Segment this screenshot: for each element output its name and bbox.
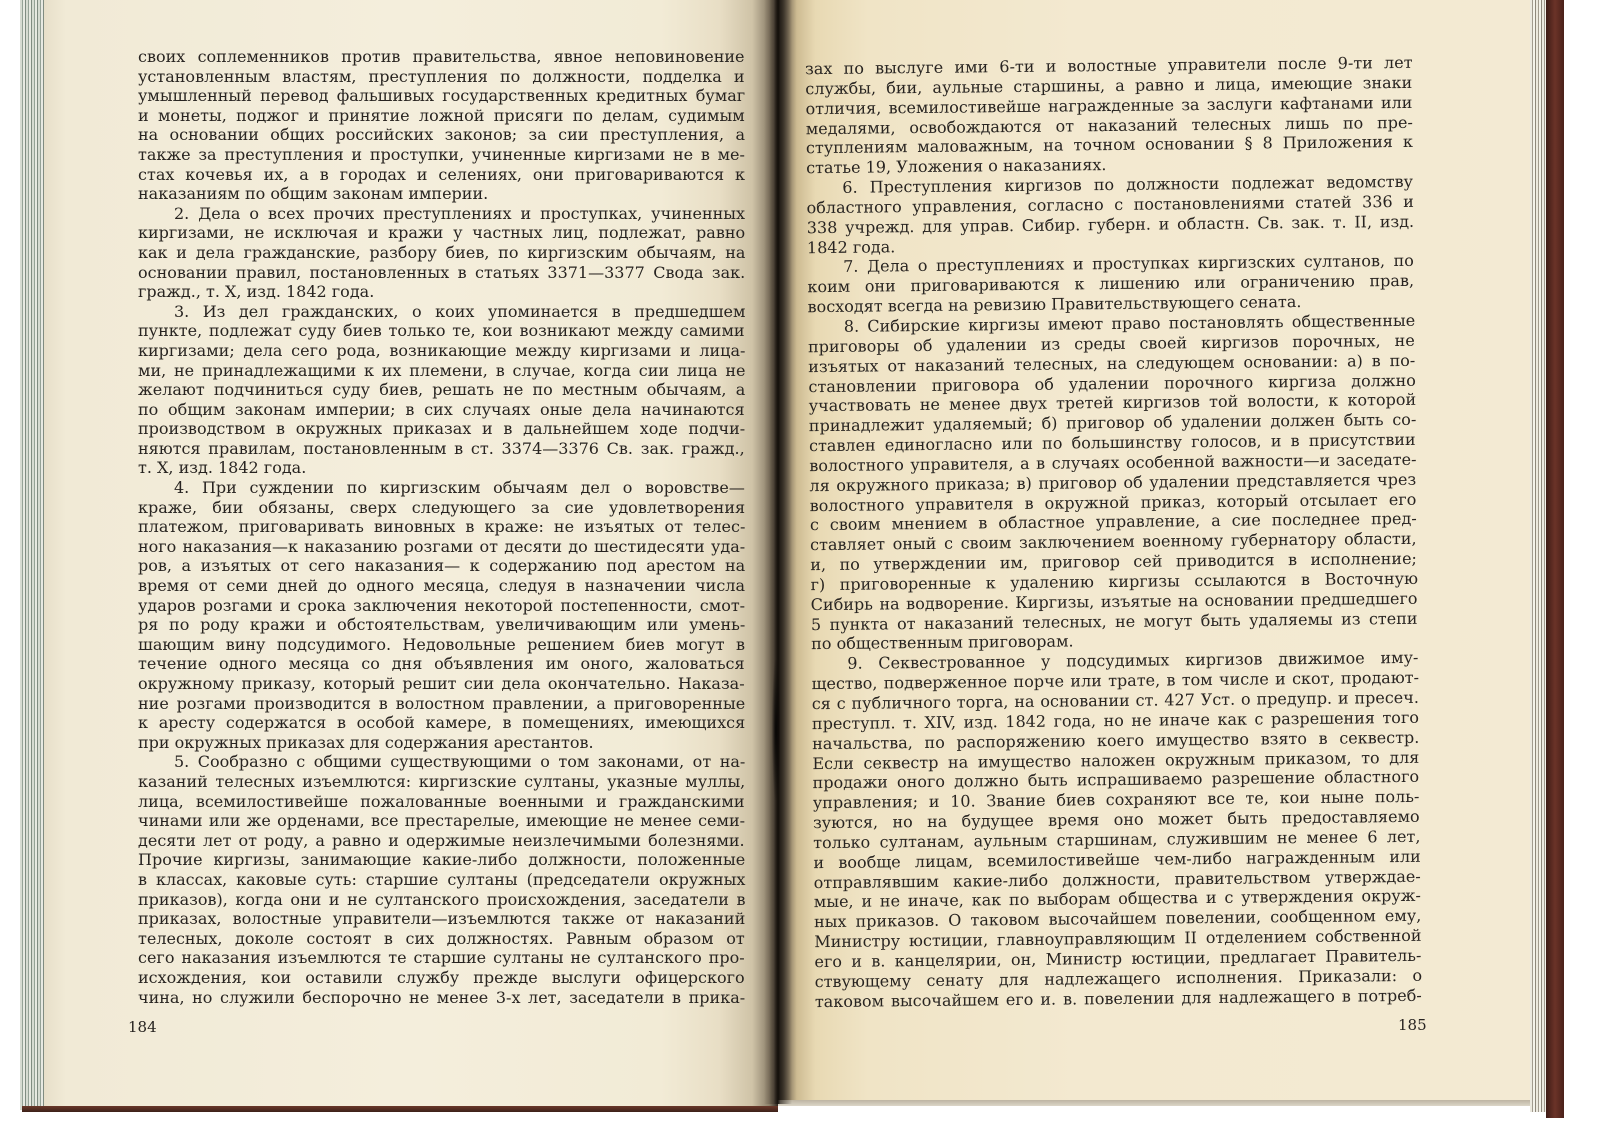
- text-line: чина, но служили беспорочно не менее 3-х лет, заседатели в прика-: [138, 987, 746, 1007]
- text-line: Сибирь на водворение. Киргизы, изъятые на основании предшедшего: [810, 588, 1418, 614]
- text-line: гражд., т. X, изд. 1842 года.: [138, 282, 375, 302]
- text-line: няются правилам, постановленным в ст. 3374—3376 Св. зак. гражд.,: [138, 438, 745, 458]
- text-line: ля окружного приказа; в) приговор об удалении представляется чрез: [809, 469, 1417, 495]
- text-line: десяти лет от роду, а равно и одержимые неизлечимыми болезнями.: [138, 830, 745, 850]
- text-line: приказов), когда они и не султанского происхождения, заседатели в: [138, 889, 746, 909]
- text-line: ставляет оный с своим заключением военному губернатору области,: [810, 529, 1417, 555]
- text-line: коим они приговариваются к лишению или ограничению прав,: [807, 271, 1415, 297]
- text-line: ставлен единогласно или по большинству голосов, и в присутствии: [808, 429, 1416, 456]
- text-line: г) приговоренные к удалению киргизы ссылаются в Восточную: [810, 568, 1419, 595]
- text-line: восходят всегда на ревизию Правительствующего сената.: [807, 292, 1302, 317]
- text-line: волостного управителя в окружной приказ, который отсылает его: [809, 489, 1417, 515]
- text-line: статье 19, Уложения о наказаниях.: [806, 155, 1107, 178]
- paragraph: [138, 47, 745, 204]
- text-line: 5 пункта от наказаний телесных, не могут быть удаляемы из степи: [810, 608, 1418, 634]
- text-line: отправлявшим какие-либо должности, правительством утверждае-: [813, 866, 1421, 892]
- text-line: изъятых от наказаний телесных, на следующем основании: а) в по-: [808, 350, 1416, 376]
- text-line: принадлежит удаляемый; б) приговор об удалении должен быть со-: [808, 410, 1417, 436]
- text-line: и вообще лицам, всемилостивейше чем-либо награжденным или: [813, 846, 1421, 872]
- text-line: участвовать не менее двух третей киргизов той волости, к которой: [808, 390, 1417, 416]
- text-line: преступл. т. XIV, изд. 1842 года, но не иначе как с разрешения того: [811, 707, 1420, 734]
- text-line: 9. Секвестрованное у подсудимых киргизов движимое иму-: [847, 648, 1419, 674]
- text-line: по общественным приговорам.: [811, 631, 1074, 654]
- text-line: умышленный перевод фальшивых государственных кредитных бумаг: [138, 86, 746, 106]
- text-line: окружному приказу, который решит сии дела окончательно. Наказа-: [138, 674, 745, 693]
- text-line: волостного управителя, а в случаях особенной важности—и заседате-: [809, 449, 1417, 476]
- paragraph: [138, 752, 745, 1007]
- text-line: течение одного месяца со дня объявления им оного, жаловаться: [138, 654, 745, 674]
- text-line: ступлениям маловажным, на точном основании § 8 Приложения к: [805, 132, 1414, 158]
- cover-edge-right: [1546, 0, 1564, 1118]
- text-line: сего наказания изъемлются те старшие султаны не султанского про-: [138, 948, 745, 968]
- text-line: управления; и 10. Звание биев сохраняют все те, кои ныне поль-: [812, 787, 1420, 813]
- text-line: начальства, по распоряжению коего имущество взято в секвестр.: [812, 727, 1420, 753]
- gutter-shadow: [764, 0, 792, 1104]
- text-line: телесных, доколе состоят в сих должностях. Равным образом от: [138, 928, 745, 948]
- text-line: 8. Сибирские киргизы имеют право постановлять общественные: [843, 310, 1416, 336]
- paragraph: [806, 172, 1414, 258]
- text-line: зуются, но на будущее время оно может быть предоставляемо: [812, 806, 1420, 833]
- text-line: ми, не принадлежащими к их племени, в случае, когда сии лица не: [138, 360, 746, 380]
- text-line: при окружных приказах для содержания арестантов.: [138, 732, 594, 752]
- text-line: Министру юстиции, главноуправляющим II отделением собственной: [814, 925, 1422, 952]
- text-line: становлении приговора об удалении порочного киргиза должно: [808, 370, 1416, 396]
- text-line: 338 учрежд. для управ. Сибир. губерн. и областн. Св. зак. т. II, изд.: [806, 211, 1415, 237]
- text-line: областного управления, согласно с постановлениями статей 336 и: [806, 191, 1414, 218]
- text-line: наказаниям по общим законам империи.: [138, 184, 489, 204]
- text-line: стах кочевья их, а в городах и селениях, они приговариваются к: [138, 164, 745, 184]
- text-line: зах по выслуге ими 6-ти и волостные управители после 9-ти лет: [805, 52, 1413, 79]
- text-line: таковом высочайшем его и. в. повелении для надлежащего в потреб-: [814, 985, 1422, 1011]
- cover-edge-bottom: [22, 1106, 778, 1112]
- paragraph: [805, 53, 1413, 178]
- text-line: ров, а изъятых от сего наказания— к содержанию под арестом на: [138, 556, 746, 576]
- text-line: шающим вину подсудимого. Недовольные решением биев могут в: [138, 634, 746, 654]
- text-line: с своим мнением в областное управление, а сие последнее пред-: [809, 509, 1417, 535]
- gutter-shadow-core: [772, 660, 780, 800]
- text-block-right: [805, 53, 1422, 1012]
- text-line: к аресту содержатся в особой камере, в помещениях, имеющихся: [138, 713, 746, 733]
- paragraph: [138, 478, 745, 752]
- page-number: 185: [1398, 1016, 1427, 1034]
- text-line: платежом, приговаривать виновных в краже: не изъятых от телес-: [138, 517, 746, 537]
- text-line: ствующему сенату для надлежащего исполнения. Приказали: о: [814, 965, 1423, 991]
- text-line: исхождения, кои оставили службу прежде выслуги офицерского: [138, 967, 745, 987]
- text-line: отличия, всемилостивейше награжденные за заслуги кафтанами или: [805, 92, 1413, 118]
- text-line: также за преступления и проступки, учиненные киргизами не в ме-: [138, 144, 745, 164]
- text-line: казаний телесных изъемлются: киргизские султаны, указные муллы,: [138, 771, 746, 791]
- paragraph: [808, 311, 1418, 655]
- text-line: как и дела гражданские, разбору биев, по киргизским обычаям, на: [138, 242, 746, 262]
- text-line: желают подчиниться суду биев, решать не по местным обычаям, а: [138, 380, 746, 400]
- page-edges-right: [1530, 0, 1546, 1112]
- text-line: основании правил, постановленных в статьях 3371—3377 Свода зак.: [138, 262, 746, 282]
- text-line: 7. Дела о преступлениях и проступках киргизских султанов, по: [843, 251, 1414, 277]
- text-line: пункте, подлежат суду биев только те, кои возникают между самими: [138, 321, 745, 341]
- text-line: лица, всемилостивейше пожалованные военными и гражданскими: [138, 791, 745, 811]
- text-line: ных приказов. О таковом высочайшем повелении, сообщенном ему,: [813, 906, 1422, 932]
- text-line: краже, бии обязаны, сверх следующего за сие удовлетворения: [138, 497, 746, 517]
- text-line: ного наказания—к наказанию розгами от десяти до шестидесяти уда-: [138, 536, 746, 556]
- text-line: по общим законам империи; в сих случаях оные дела начинаются: [138, 399, 745, 419]
- text-line: установленным властям, преступления по должности, подделка и: [138, 66, 745, 86]
- text-line: продажи оного должно быть испрашиваемо разрешение областного: [812, 767, 1420, 793]
- text-line: время от семи дней до одного месяца, следуя в назначении числа: [138, 576, 745, 596]
- text-line: медалями, освобождаются от наказаний телесных лишь по пре-: [805, 112, 1413, 138]
- paragraph: [811, 648, 1422, 1012]
- text-line: 5. Сообразно с общими существующими о том законами, от на-: [174, 752, 746, 772]
- text-line: в классах, каковые суть: старшие султаны (председатели окружных: [138, 869, 746, 889]
- text-line: чинами или же орденами, все престарелые, имеющие не менее семи-: [138, 811, 746, 831]
- text-line: ся с публичного торга, на основании ст. 427 Уст. о предупр. и пресеч.: [811, 687, 1419, 714]
- text-line: 3. Из дел гражданских, о коих упоминается в предшедшем: [174, 301, 746, 321]
- paragraph: [138, 302, 745, 478]
- page-edges-left: [20, 0, 44, 1110]
- text-line: своих соплеменников против правительства, явное неповиновение: [138, 47, 745, 66]
- text-line: и монеты, поджог и принятие ложной присяги по делам, судимым: [138, 105, 745, 125]
- text-line: его и в. канцелярии, он, Министр юстиции, предлагает Правитель-: [814, 945, 1422, 972]
- paragraph: [807, 251, 1415, 317]
- text-line: приказах, волостные управители—изъемлются также от наказаний: [138, 909, 746, 929]
- text-line: приговоры об удалении из среды своей киргизов порочных, не: [807, 330, 1415, 357]
- text-line: только султанам, аульным старшинам, служившим не менее 6 лет,: [813, 826, 1421, 853]
- text-line: ря по роду кражи и обстоятельствам, увеличивающим или умень-: [138, 615, 746, 635]
- text-line: ударов розгами и срока заключения некоторой постепенности, смот-: [138, 595, 746, 615]
- text-line: мые, и не иначе, как по выборам общества и с утверждения окруж-: [813, 886, 1421, 912]
- text-line: 1842 года.: [806, 236, 896, 257]
- text-line: Прочие киргизы, занимающие какие-либо должности, положенные: [138, 850, 746, 870]
- text-line: на основании общих российских законов; за сии преступления, а: [138, 125, 746, 145]
- text-line: 4. При суждении по киргизским обычаям дел о воровстве—: [174, 478, 745, 498]
- text-line: производством в окружных приказах и в дальнейшем ходе подчи-: [138, 419, 746, 439]
- page-number: 184: [128, 1018, 157, 1036]
- text-line: службы, бии, аульные старшины, а равно и лица, имеющие знаки: [805, 72, 1413, 99]
- text-line: и, по утверждении им, приговор сей приводится в исполнение;: [810, 548, 1417, 575]
- text-line: киргизами, не исключая и кражи у частных лиц, подлежат, равно: [138, 223, 746, 243]
- paragraph: [138, 204, 745, 302]
- text-line: т. X, изд. 1842 года.: [138, 458, 307, 478]
- text-line: Если секвестр на имущество наложен окружным приказом, то для: [812, 747, 1420, 773]
- text-line: щество, подверженное порче или трате, в том числе и скот, продают-: [811, 667, 1420, 694]
- text-line: 2. Дела о всех прочих преступлениях и проступках, учиненных: [174, 203, 746, 223]
- text-line: ние розгами производится в волостном правлении, а приговоренные: [138, 693, 746, 713]
- text-block-left: [138, 47, 745, 1007]
- page-edges-bottom: [778, 1100, 1530, 1106]
- text-line: киргизами; дела сего рода, возникающие между киргизами и лица-: [138, 340, 746, 360]
- text-line: 6. Преступления киргизов по должности подлежат ведомству: [842, 171, 1414, 197]
